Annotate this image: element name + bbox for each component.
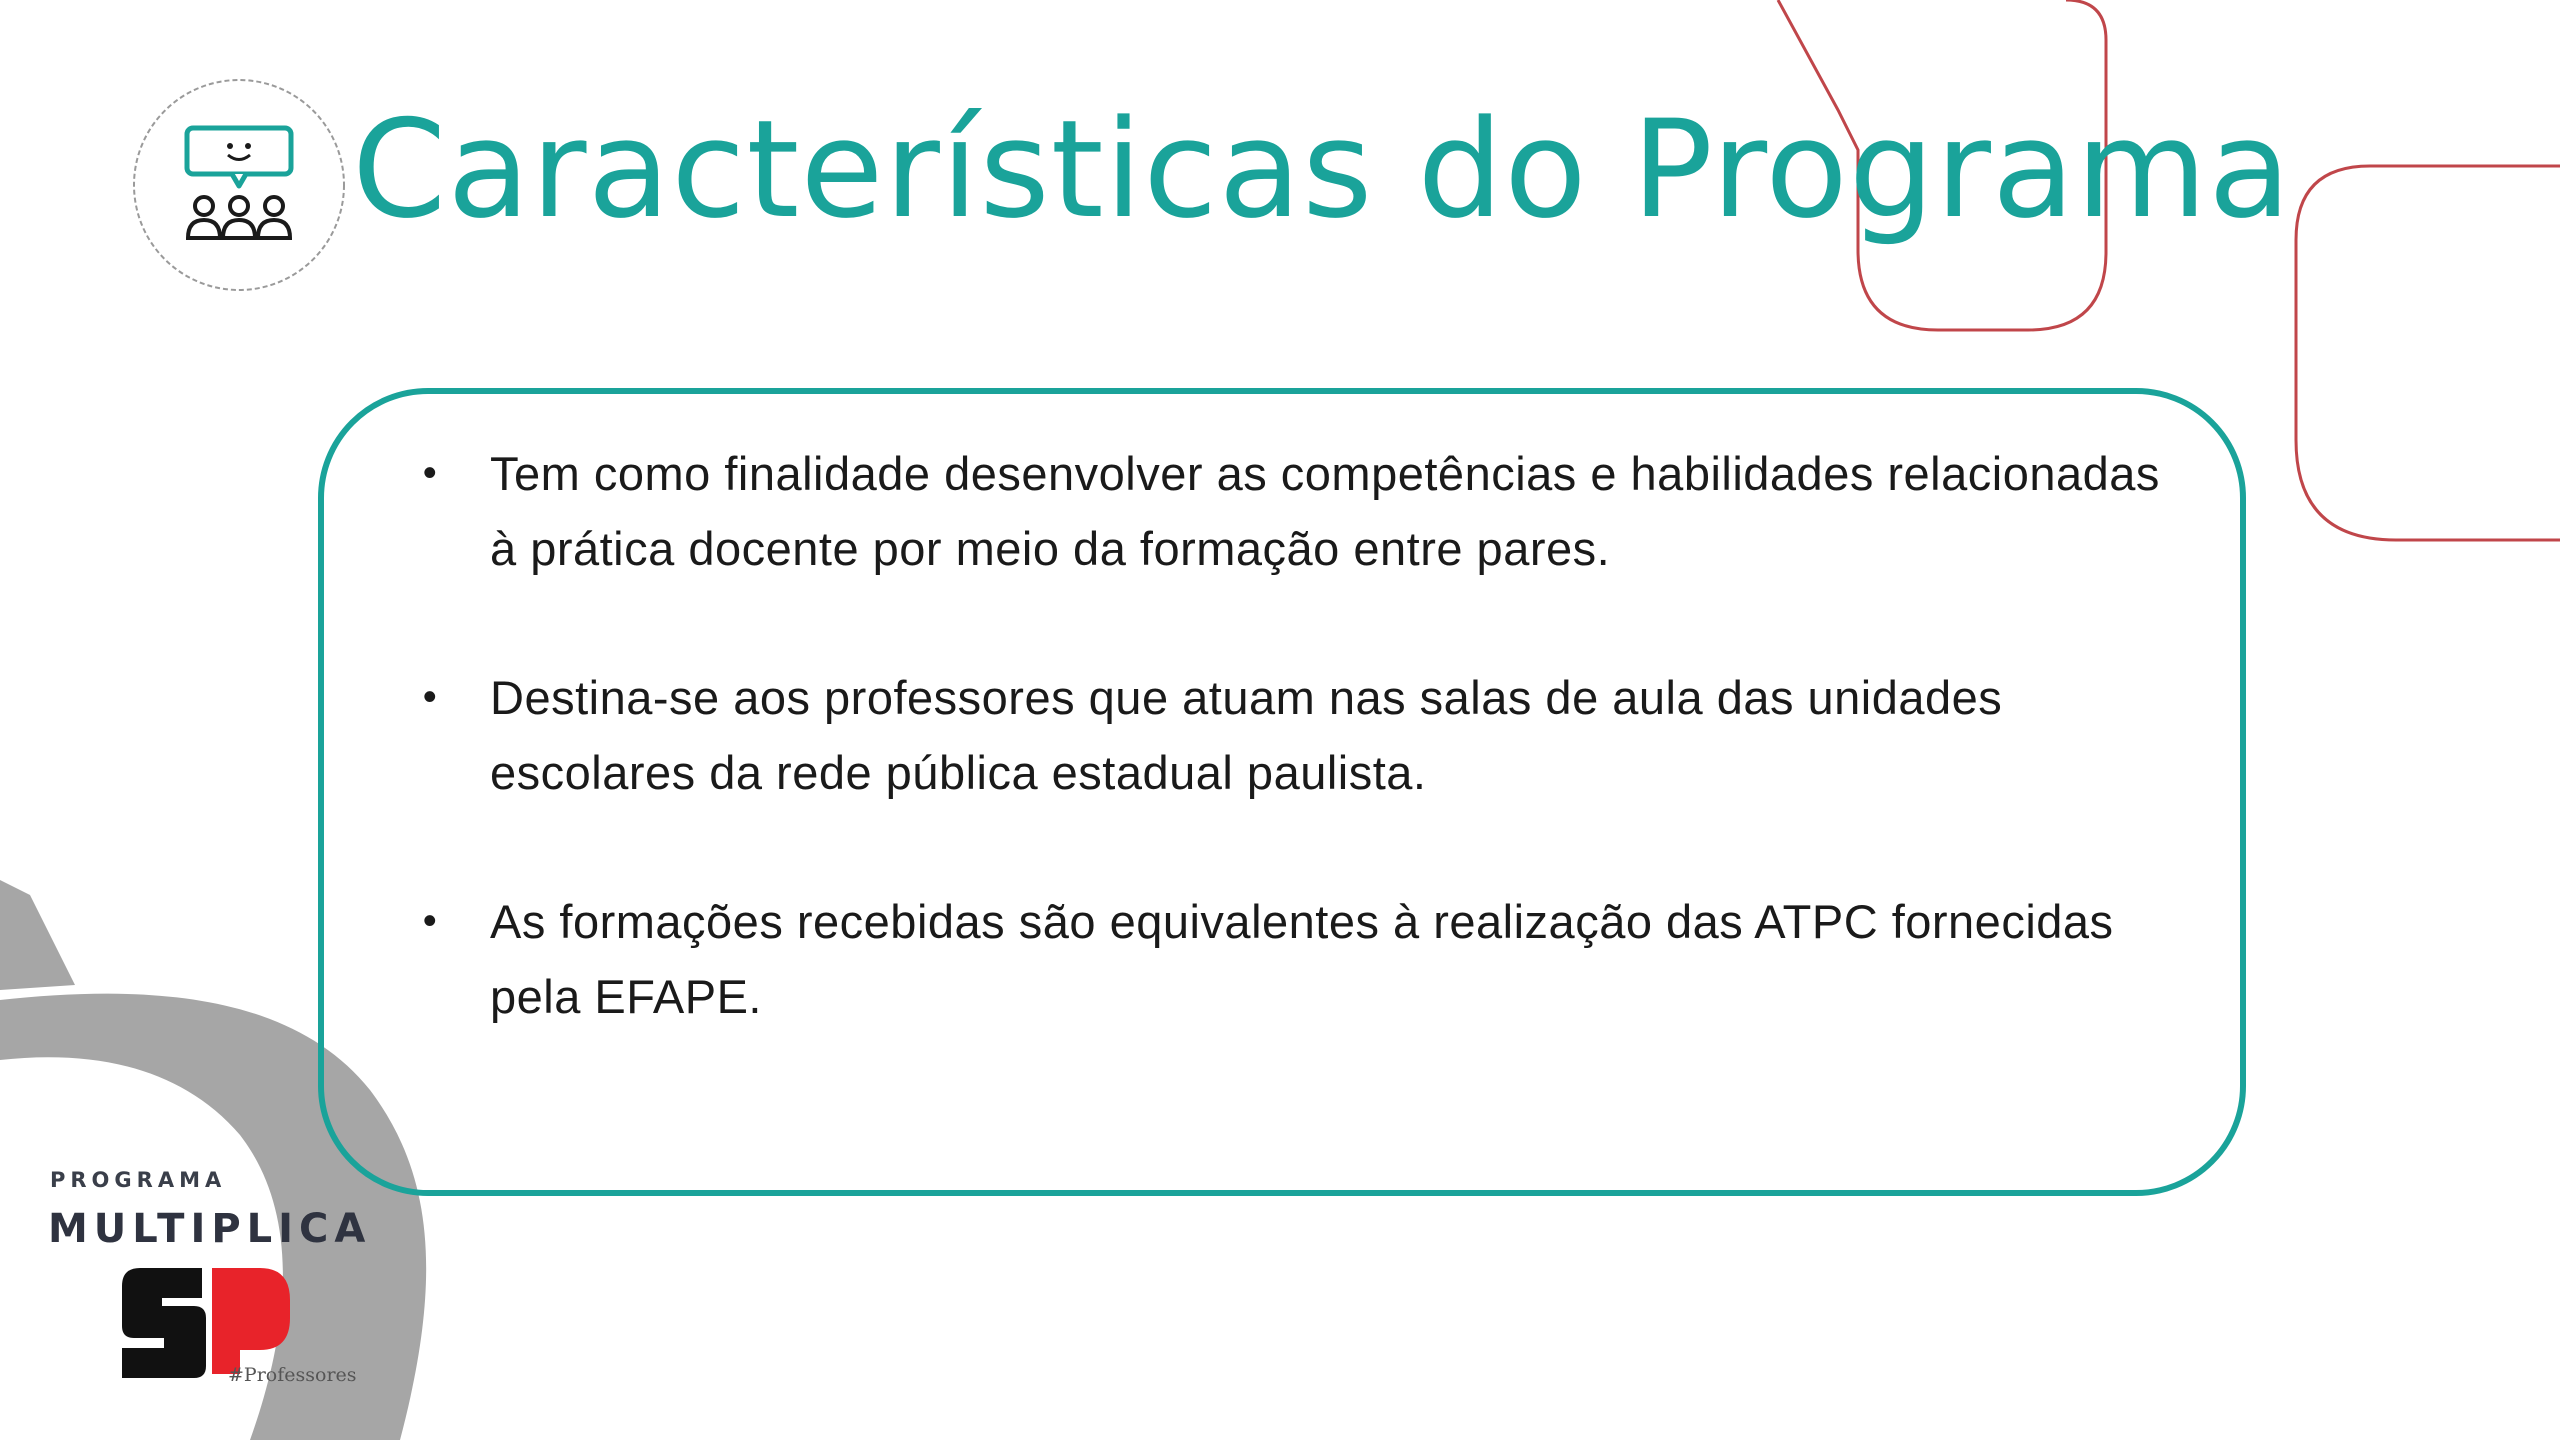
bullet-text: Tem como finalidade desenvolver as competências e habilidades relacionadas à prática docente por meio da formação entre pares.	[490, 447, 2160, 575]
bullet-text: As formações recebidas são equivalentes à realização das ATPC fornecidas pela EFAPE.	[490, 895, 2114, 1023]
bullet-marker: •	[422, 899, 438, 943]
bullet-list	[410, 436, 2190, 1108]
bullet-text: Destina-se aos professores que atuam nas salas de aula das unidades escolares da rede pública estadual paulista.	[490, 671, 2003, 799]
program-logo	[48, 1168, 378, 1398]
logo-small-text: PROGRAMA	[50, 1168, 227, 1192]
slide-title: Características do Programa	[352, 91, 2292, 248]
bullet-item	[410, 660, 2190, 810]
content-box	[318, 388, 2246, 1196]
curved-arrow-head	[0, 880, 75, 990]
bullet-item	[410, 436, 2190, 586]
sp-logo-mark	[120, 1268, 290, 1378]
group-discussion-icon	[124, 70, 354, 300]
red-outline-shape-2	[2296, 166, 2560, 540]
bullet-marker: •	[422, 675, 438, 719]
bullet-marker: •	[422, 451, 438, 495]
logo-tag: #Professores	[228, 1364, 357, 1386]
logo-name: MULTIPLICA	[48, 1206, 372, 1252]
bullet-item	[410, 884, 2190, 1034]
